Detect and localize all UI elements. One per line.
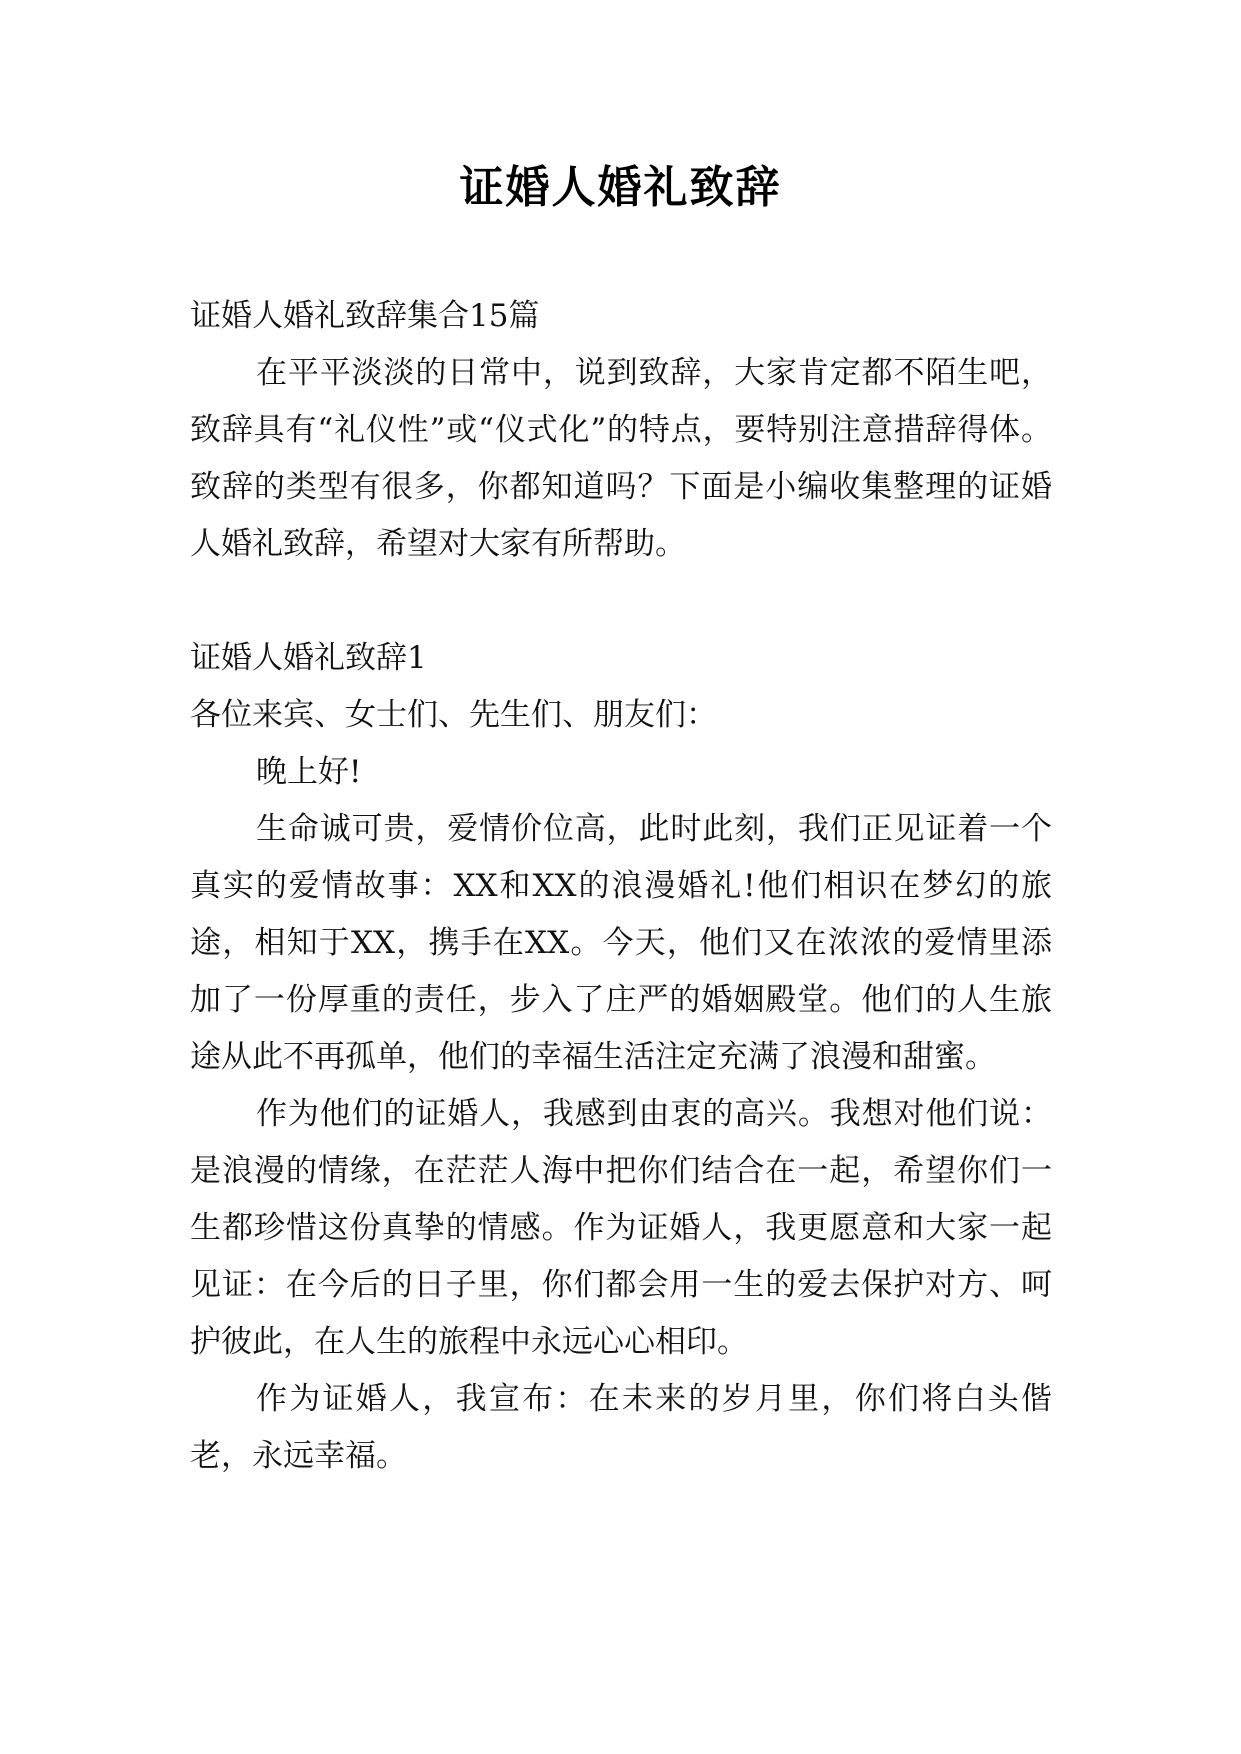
collection-subtitle: 证婚人婚礼致辞集合15篇: [190, 298, 540, 334]
document-title: 证婚人婚礼致辞: [459, 162, 782, 213]
document-body: [190, 288, 1052, 1485]
salutation: 各位来宾、女士们、先生们、朋友们：: [190, 697, 717, 733]
section-spacer: [190, 573, 1052, 630]
body-paragraph: 作为他们的证婚人，我感到由衷的高兴。我想对他们说：是浪漫的情缘，在茫茫人海中把你们结合在一起，希望你们一生都珍惜这份真挚的情感。作为证婚人，我更愿意和大家一起见证：在今后的日子里，你们都会用一生的爱去保护对方、呵护彼此，在人生的旅程中永远心心相印。: [190, 1096, 1052, 1360]
greeting: 晚上好!: [256, 754, 362, 790]
body-paragraph: 作为证婚人，我宣布：在未来的岁月里，你们将白头偕老，永远幸福。: [190, 1381, 1052, 1474]
intro-paragraph: 在平平淡淡的日常中，说到致辞，大家肯定都不陌生吧，致辞具有“礼仪性”或“仪式化”的特点，要特别注意措辞得体。致辞的类型有很多，你都知道吗？下面是小编收集整理的证婚人婚礼致辞，希望对大家有所帮助。: [190, 355, 1052, 562]
body-paragraph: 生命诚可贵，爱情价位高，此时此刻，我们正见证着一个真实的爱情故事：XX和XX的浪漫婚礼!他们相识在梦幻的旅途，相知于XX，携手在XX。今天，他们又在浓浓的爱情里添加了一份厚重的责任，步入了庄严的婚姻殿堂。他们的人生旅途从此不再孤单，他们的幸福生活注定充满了浪漫和甜蜜。: [190, 811, 1052, 1075]
section-heading: 证婚人婚礼致辞1: [190, 640, 427, 676]
